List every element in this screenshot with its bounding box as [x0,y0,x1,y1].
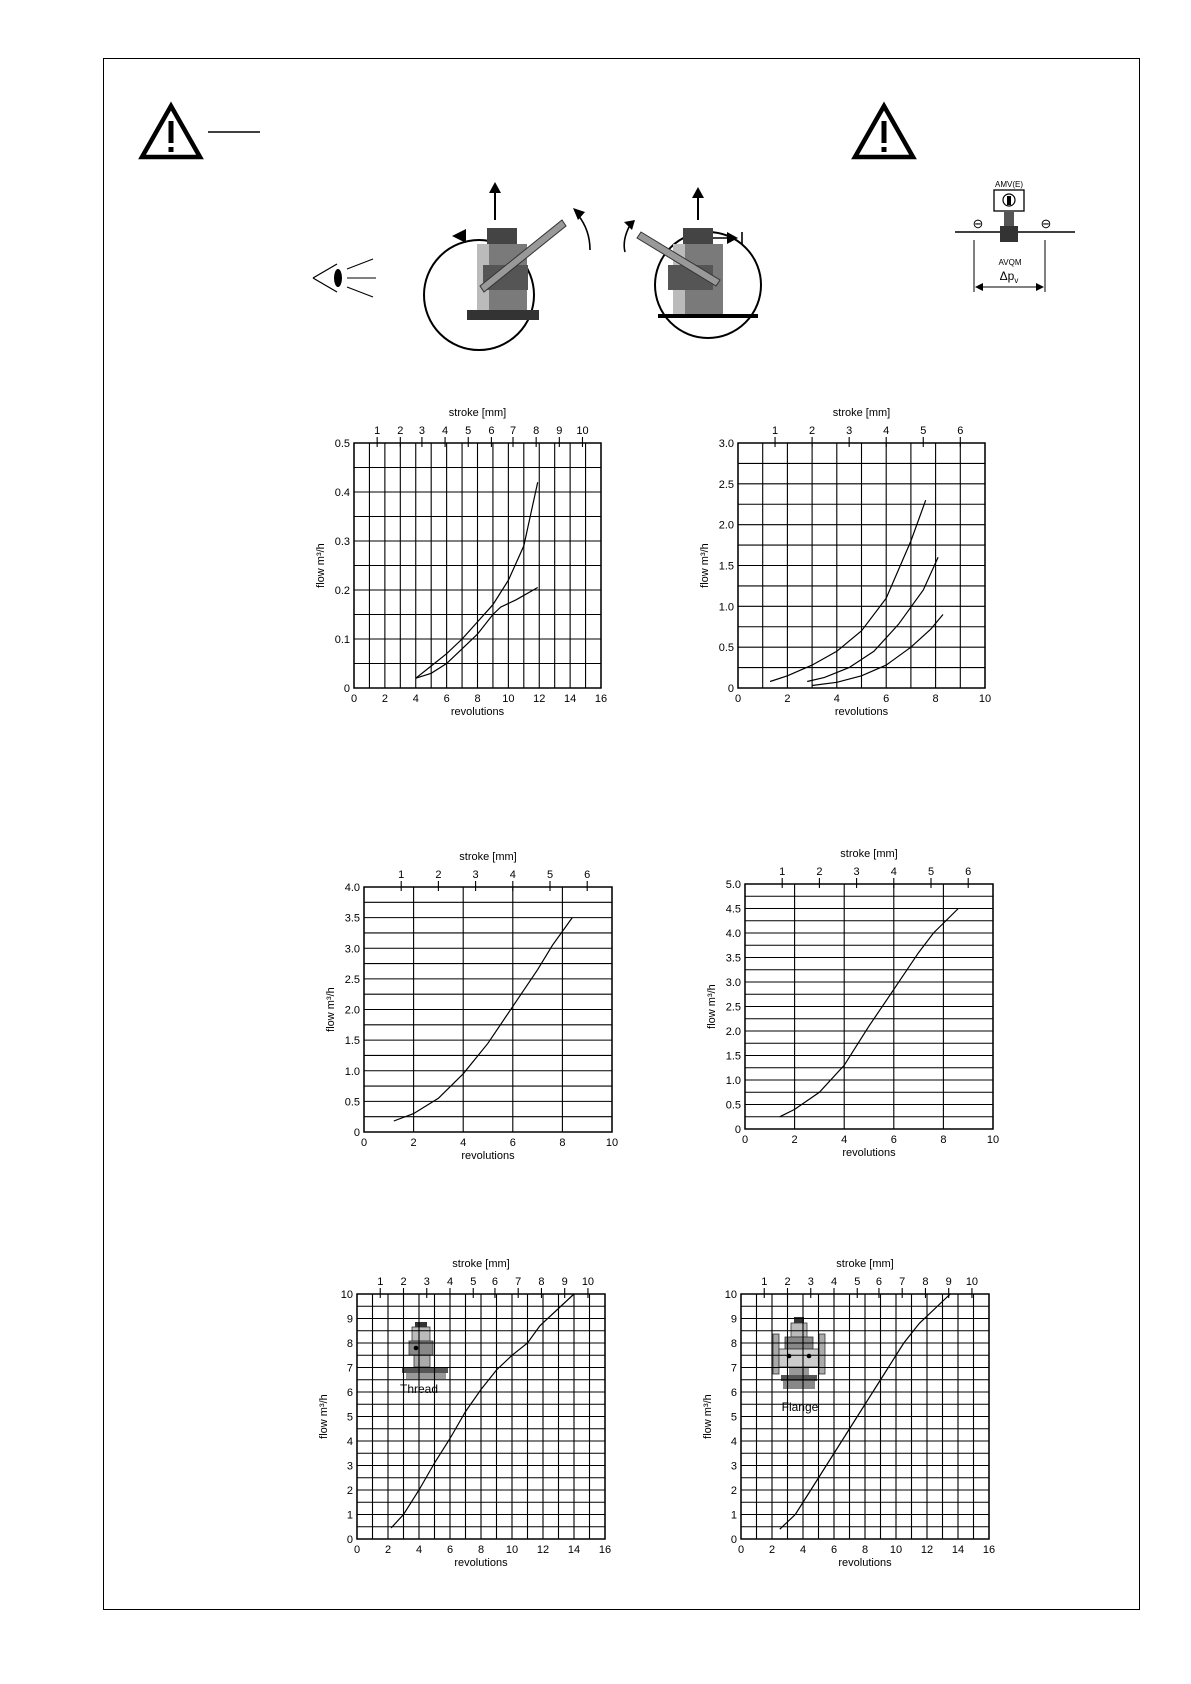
stroke-tick-label: 4 [509,869,516,881]
avqm-label-top: AMV(E) [995,180,1023,189]
x-tick-label: 0 [350,693,358,705]
stroke-tick-label: 2 [784,1276,791,1288]
y-tick-label: 5.0 [725,879,741,891]
stroke-tick-label: 5 [470,1276,477,1288]
y-tick-label: 4.0 [344,882,360,894]
x-tick-label: 10 [978,693,992,705]
x-tick-label: 0 [734,693,742,705]
y-tick-label: 5 [346,1411,353,1424]
x-axis-label: revolutions [450,706,505,718]
x-tick-label: 2 [768,1544,776,1556]
stroke-tick-label: 6 [488,425,495,437]
x-tick-label: 2 [410,1137,417,1149]
stroke-tick-label: 6 [875,1276,883,1288]
series-line-2 [807,557,938,681]
x-tick-label: 0 [353,1544,361,1556]
y-tick-label: 0.3 [334,536,350,548]
stroke-tick-label: 8 [533,425,540,437]
eye-icon [313,259,376,297]
x-tick-label: 10 [889,1544,903,1556]
x-tick-label: 12 [536,1544,550,1556]
stroke-tick-label: 9 [945,1276,952,1288]
stroke-tick-label: 2 [809,425,816,437]
x-tick-label: 4 [833,693,840,705]
stroke-tick-label: 6 [957,425,964,437]
y-tick-label: 2.5 [344,973,360,986]
y-tick-label: 2 [346,1485,353,1497]
y-tick-label: 0.5 [725,1099,741,1112]
y-tick-label: 8 [730,1338,737,1350]
y-tick-label: 0 [353,1127,360,1139]
y-tick-label: 3 [346,1460,353,1473]
stroke-tick-label: 4 [442,425,449,437]
stroke-tick-label: 1 [761,1276,768,1288]
x-tick-label: 8 [559,1137,566,1149]
stroke-tick-label: 2 [816,866,823,878]
x-tick-label: 10 [605,1137,619,1149]
x-tick-label: 6 [830,1544,838,1556]
y-tick-label: 1 [346,1509,353,1522]
chart-4 [706,848,999,1159]
stroke-tick-label: 5 [920,425,927,437]
y-tick-label: 2.5 [725,1001,741,1014]
y-tick-label: 3.0 [718,438,734,450]
y-tick-label: 0 [343,683,350,695]
x-tick-label: 2 [381,693,388,705]
y-tick-label: 3 [730,1460,737,1473]
y-axis-label: flow m³/h [325,987,337,1032]
y-tick-label: 9 [346,1313,353,1326]
stroke-tick-label: 3 [418,425,425,437]
stroke-tick-label: 6 [491,1276,499,1288]
y-tick-label: 1.0 [725,1075,741,1087]
flange-valve-illustration [770,1313,832,1415]
x-tick-label: 4 [841,1134,848,1146]
series-line-1 [416,482,538,678]
y-tick-label: 1.0 [718,601,734,614]
chart-3 [325,851,618,1162]
x-tick-label: 4 [460,1137,467,1149]
stroke-tick-label: 4 [830,1276,838,1288]
y-tick-label: 8 [346,1338,353,1350]
y-tick-label: 2.0 [718,519,734,532]
y-tick-label: 0.1 [334,634,350,646]
x-tick-label: 6 [883,693,890,705]
x-tick-label: 8 [861,1544,869,1556]
x-tick-label: 4 [799,1544,807,1556]
x-tick-label: 6 [509,1137,516,1149]
stroke-tick-label: 3 [846,425,853,437]
stroke-tick-label: 7 [899,1276,906,1288]
y-tick-label: 1 [730,1509,737,1522]
series-line-2 [416,588,538,679]
y-tick-label: 4 [346,1436,353,1448]
y-tick-label: 0 [730,1534,737,1546]
y-tick-label: 6 [346,1387,353,1399]
stroke-axis-label: stroke [mm] [448,407,507,419]
flange-label: Flange [781,1400,819,1414]
stroke-tick-label: 1 [398,869,405,881]
x-tick-label: 8 [940,1134,947,1146]
y-tick-label: 0 [346,1534,353,1546]
chart-1 [315,407,607,718]
stroke-tick-label: 10 [576,425,589,437]
stroke-tick-label: 4 [883,425,890,437]
x-axis-label: revolutions [834,706,889,718]
stroke-axis-label: stroke [mm] [459,851,517,863]
stroke-tick-label: 5 [465,425,472,437]
x-tick-label: 16 [982,1544,996,1556]
thread-label: Thread [399,1382,439,1396]
y-tick-label: 1.5 [725,1050,741,1063]
x-tick-label: 6 [890,1134,897,1146]
y-tick-label: 0.5 [718,642,734,655]
y-tick-label: 5 [730,1411,737,1424]
stroke-axis-label: stroke [mm] [836,1258,894,1270]
stroke-tick-label: 5 [927,866,935,878]
y-tick-label: 10 [724,1289,737,1301]
y-tick-label: 7 [346,1362,353,1375]
x-tick-label: 8 [474,693,481,705]
y-axis-label: flow m³/h [315,543,327,588]
y-tick-label: 10 [340,1289,353,1301]
avqm-minus-left: ⊖ [972,216,984,231]
stroke-tick-label: 1 [377,1276,384,1288]
x-tick-label: 10 [505,1544,519,1556]
y-tick-label: 1.0 [344,1065,360,1078]
stroke-axis-label: stroke [mm] [452,1258,510,1270]
stroke-tick-label: 1 [374,425,381,437]
valve-adjust-left-illustration [424,182,590,350]
x-tick-label: 6 [443,693,450,705]
y-tick-label: 4 [730,1436,737,1448]
y-tick-label: 0 [727,683,734,695]
x-tick-label: 14 [951,1544,965,1556]
stroke-tick-label: 4 [446,1276,454,1288]
y-tick-label: 3.5 [344,912,360,925]
avqm-dp-label: $\Delta p_v$ [999,269,1019,285]
chart-6 [702,1258,995,1569]
stroke-tick-label: 5 [854,1276,861,1288]
x-tick-label: 0 [737,1544,745,1556]
stroke-tick-label: 8 [538,1276,545,1288]
y-axis-label: flow m³/h [318,1394,330,1439]
y-tick-label: 1.5 [718,560,734,573]
stroke-axis-label: stroke [mm] [840,848,898,860]
x-axis-label: revolutions [454,1557,508,1569]
y-tick-label: 7 [730,1362,737,1375]
valve-adjust-right-illustration [624,187,761,338]
x-axis-label: revolutions [842,1147,896,1159]
x-tick-label: 6 [446,1544,454,1556]
stroke-tick-label: 2 [435,869,442,881]
x-tick-label: 2 [384,1544,392,1556]
y-axis-label: flow m³/h [699,543,711,588]
stroke-tick-label: 8 [922,1276,929,1288]
series-line-1 [770,500,926,681]
x-tick-label: 16 [594,693,608,705]
y-tick-label: 3.5 [725,952,741,965]
stroke-tick-label: 3 [853,866,860,878]
x-axis-label: revolutions [838,1557,892,1569]
warning-triangle-icon [855,106,913,157]
chart-2 [699,407,991,718]
avqm-minus-right: ⊖ [1040,216,1052,231]
y-tick-label: 2.0 [725,1026,741,1038]
y-tick-label: 0.2 [334,585,350,597]
stroke-tick-label: 9 [556,425,563,437]
x-tick-label: 2 [784,693,791,705]
y-axis-label: flow m³/h [706,984,718,1029]
y-tick-label: 4.5 [725,903,741,916]
x-tick-label: 4 [415,1544,423,1556]
stroke-tick-label: 10 [581,1276,595,1288]
stroke-tick-label: 7 [515,1276,522,1288]
chart-5 [318,1258,611,1569]
y-tick-label: 0.5 [334,438,350,450]
y-tick-label: 3.0 [725,977,741,989]
stroke-tick-label: 9 [561,1276,568,1288]
x-axis-label: revolutions [461,1150,515,1162]
series-line-1 [780,909,959,1117]
x-tick-label: 14 [564,693,577,705]
stroke-tick-label: 7 [509,425,517,437]
x-tick-label: 10 [502,693,515,705]
y-tick-label: 1.5 [344,1035,360,1048]
x-tick-label: 12 [920,1544,934,1556]
x-tick-label: 12 [533,693,546,705]
stroke-axis-label: stroke [mm] [832,407,891,419]
x-tick-label: 4 [412,693,419,705]
y-tick-label: 4.0 [725,928,741,940]
x-tick-label: 2 [791,1134,798,1146]
y-tick-label: 2.5 [718,478,734,491]
stroke-tick-label: 4 [890,866,897,878]
warning-triangle-icon [142,106,200,157]
x-tick-label: 0 [360,1137,368,1149]
stroke-tick-label: 1 [771,425,779,437]
x-tick-label: 8 [932,693,939,705]
y-tick-label: 3.0 [344,943,360,956]
y-tick-label: 0 [734,1124,741,1136]
x-tick-label: 14 [567,1544,581,1556]
y-tick-label: 0.4 [334,487,350,499]
avqm-label-bottom: AVQM [998,258,1022,267]
y-tick-label: 0.5 [344,1096,360,1109]
stroke-tick-label: 10 [965,1276,979,1288]
stroke-tick-label: 3 [423,1276,430,1288]
stroke-tick-label: 3 [807,1276,814,1288]
stroke-tick-label: 2 [400,1276,407,1288]
y-tick-label: 9 [730,1313,737,1326]
y-tick-label: 6 [730,1387,737,1399]
x-tick-label: 0 [741,1134,749,1146]
y-axis-label: flow m³/h [702,1394,714,1439]
stroke-tick-label: 6 [965,866,972,878]
x-tick-label: 16 [598,1544,612,1556]
y-tick-label: 2.0 [344,1004,360,1017]
stroke-tick-label: 5 [546,869,554,881]
stroke-tick-label: 6 [584,869,591,881]
y-tick-label: 2 [730,1485,737,1497]
stroke-tick-label: 2 [397,425,404,437]
stroke-tick-label: 1 [779,866,786,878]
x-tick-label: 10 [986,1134,1000,1146]
avqm-schematic-diagram [955,180,1075,292]
stroke-tick-label: 3 [472,869,479,881]
x-tick-label: 8 [477,1544,485,1556]
